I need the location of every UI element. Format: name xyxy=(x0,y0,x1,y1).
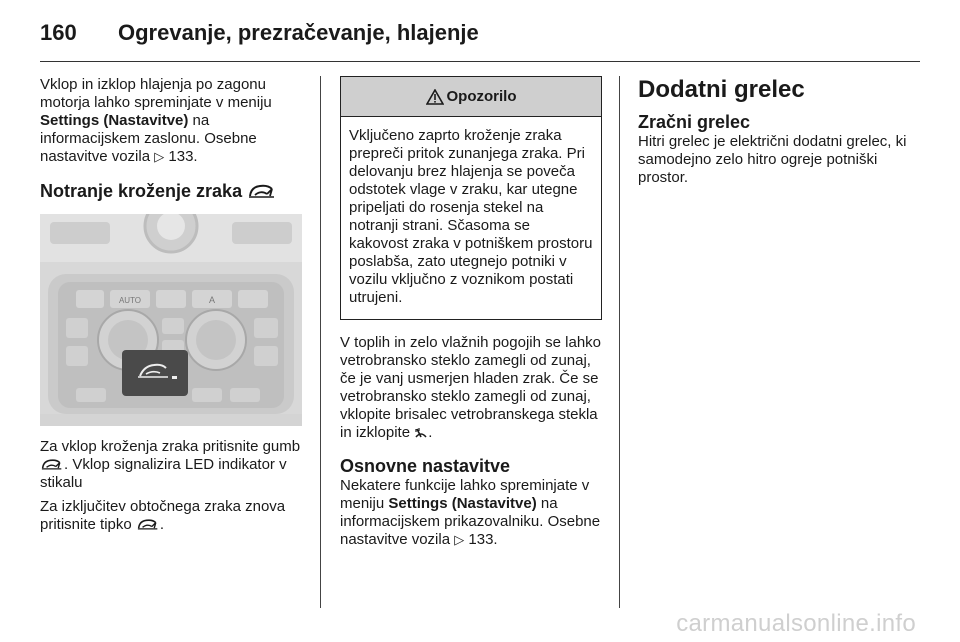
watermark: carmanualsonline.info xyxy=(676,610,916,637)
climate-control-photo xyxy=(40,214,302,426)
warning-box xyxy=(340,76,602,320)
windshield-wiper-icon xyxy=(414,426,428,440)
caption-deactivate: Za izključitev obtočnega zraka znova pritisnite tipko . xyxy=(40,498,286,533)
a-button-label: A xyxy=(208,295,216,305)
section-heading-auxiliary-heater: Dodatni grelec xyxy=(638,76,805,103)
section-heading-recirculation: Notranje kroženje zraka xyxy=(40,180,302,202)
basic-settings-paragraph: Nekatere funkcije lahko spreminjate v meniju Settings (Nastavitve) na informacijskem prikazovalniku. Osebne nastavitve vozila ▷ 133. xyxy=(340,477,601,548)
section-heading-basic-settings: Osnovne nastavitve xyxy=(340,456,511,476)
page-header xyxy=(40,20,479,50)
header-rule xyxy=(40,61,920,62)
windshield-fog-paragraph: V toplih in zelo vlažnih pogojih se lahko vetrobransko steklo zamegli od zunaj, če je vanj usmerjen hladen zrak. Če se vetrobransko steklo zamegli od zunaj, vklopite brisalec vetrobranskega stekla in izklopite . xyxy=(340,334,601,441)
page-reference: 133. xyxy=(168,148,198,165)
reference-arrow-icon: ▷ xyxy=(154,149,165,164)
column-divider xyxy=(320,76,321,608)
intro-paragraph: Vklop in izklop hlajenja po zagonu motorja lahko spreminjate v meniju Settings (Nastavitve) na informacijskem zaslonu. Osebne nastavitve vozila ▷ 133. xyxy=(40,76,272,165)
reference-arrow-icon: ▷ xyxy=(454,532,465,547)
air-recirculation-icon xyxy=(40,458,64,472)
page-number: 160 xyxy=(40,20,77,45)
chapter-title: Ogrevanje, prezračevanje, hlajenje xyxy=(118,20,479,45)
menu-settings-label: Settings (Nastavitve) xyxy=(40,112,189,129)
caption-activate: Za vklop kroženja zraka pritisnite gumb . Vklop signalizira LED indikator v stikalu xyxy=(40,438,301,491)
air-recirculation-icon xyxy=(136,518,160,532)
subheading-air-heater: Zračni grelec xyxy=(638,112,751,132)
warning-triangle-icon xyxy=(426,89,444,105)
auto-button-label: AUTO xyxy=(118,296,142,305)
menu-settings-label: Settings (Nastavitve) xyxy=(388,495,537,512)
column-2 xyxy=(340,76,602,549)
air-recirculation-icon xyxy=(247,183,277,201)
warning-title: Opozorilo xyxy=(446,88,517,105)
warning-text: Vključeno zaprto kroženje zraka prepreči pritok zunanjega zraka. Pri delovanju brez hlajenja se poveča odstotek vlage v zraku, kar utegne pripeljati do rosenja stekel na notranji strani. Sčasoma se kakovost zraka v potniškem prostoru poslabša, zato utegnejo potniki v vozilu vključno z voznikom postati utrujeni. xyxy=(349,127,593,306)
air-heater-paragraph: Hitri grelec je električni dodatni grelec, ki samodejno zelo hitro ogreje potniški prostor. xyxy=(638,133,907,186)
column-3 xyxy=(638,76,918,187)
warning-header xyxy=(341,77,601,117)
column-1 xyxy=(40,76,302,534)
page-reference: 133. xyxy=(468,531,498,548)
column-divider xyxy=(619,76,620,608)
